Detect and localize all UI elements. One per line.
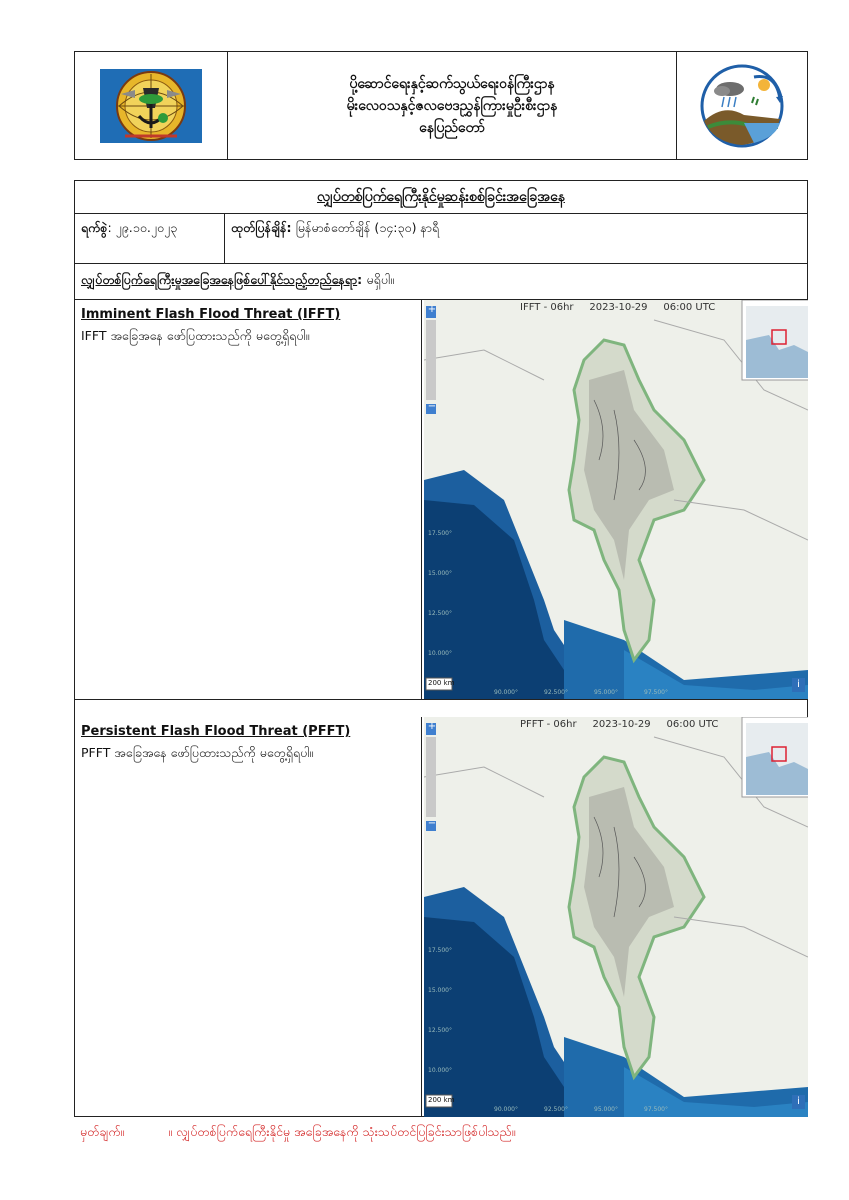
threat-location-row: လျှပ်တစ်ပြက်ရေကြီးမှုအခြေအနေဖြစ်ပေါ်နိုင်သည့်တည်နေရာ: မရှိပါ။: [75, 264, 807, 300]
issue-time-cell: ထုတ်ပြန်ချိန်: မြန်မာစံတော်ချိန် (၁၄:၃၀) နာရီ: [231, 220, 440, 235]
ifft-text: IFFT အခြေအနေ ဖော်ပြထားသည်ကို မတွေ့ရှိရပါ။: [81, 328, 310, 343]
scale-bar: 200 km: [428, 1096, 455, 1104]
pfft-heading: Persistent Flash Flood Threat (PFFT): [81, 724, 351, 739]
ifft-map[interactable]: [424, 300, 808, 699]
water-cycle-logo: [694, 63, 790, 149]
ministry-name: ပို့ဆောင်ရေးနှင့်ဆက်သွယ်ရေးဝန်ကြီးဌာန: [349, 75, 555, 92]
threat-location-value: မရှိပါ။: [366, 272, 394, 287]
lon-label: 90.000°: [494, 1106, 518, 1113]
zoom-in-button[interactable]: +: [427, 304, 437, 315]
issue-time-label: ထုတ်ပြန်ချိန်: [231, 220, 287, 235]
report-title-row: [75, 181, 807, 214]
footnote: [80, 1124, 515, 1143]
date-label: ရက်စွဲ: [81, 220, 108, 235]
issue-time-value: မြန်မာစံတော်ချိန် (၁၄:၃၀) နာရီ: [295, 220, 440, 235]
zoom-in-button[interactable]: +: [427, 721, 437, 732]
pfft-text: PFFT အခြေအနေ ဖော်ပြထားသည်ကို မတွေ့ရှိရပါ။: [81, 745, 314, 760]
lon-label: 90.000°: [494, 689, 518, 696]
lat-label: 10.000°: [428, 650, 452, 657]
city-name: နေပြည်တော်: [419, 119, 485, 136]
zoom-out-button[interactable]: −: [427, 401, 437, 412]
info-button[interactable]: i: [797, 679, 800, 690]
pfft-map[interactable]: [424, 717, 808, 1117]
lon-label: 92.500°: [544, 689, 568, 696]
report-table: [74, 180, 808, 1117]
report-title: လျှပ်တစ်ပြက်ရေကြီးနိုင်မှုဆန်းစစ်ခြင်းအခြေအနေ: [317, 189, 565, 205]
pfft-description: [75, 717, 422, 1117]
lat-label: 15.000°: [428, 987, 452, 994]
lon-label: 97.500°: [644, 689, 668, 696]
ifft-map-canvas: [424, 300, 808, 699]
ifft-map-title: IFFT - 06hr 2023-10-29 06:00 UTC: [520, 302, 716, 313]
lon-label: 95.000°: [594, 1106, 618, 1113]
date-cell: ရက်စွဲ: ၂၉.၁၀.၂၀၂၃: [75, 214, 225, 263]
lon-label: 97.500°: [644, 1106, 668, 1113]
footnote-label: မှတ်ချက်။: [80, 1124, 125, 1139]
letterhead: [74, 51, 808, 160]
lat-label: 17.500°: [428, 947, 452, 954]
letterhead-title: [228, 52, 676, 159]
lon-label: 95.000°: [594, 689, 618, 696]
lon-label: 92.500°: [544, 1106, 568, 1113]
lat-label: 10.000°: [428, 1067, 452, 1074]
zoom-out-button[interactable]: −: [427, 818, 437, 829]
ifft-heading: Imminent Flash Flood Threat (IFFT): [81, 307, 341, 322]
ministry-emblem-logo: [99, 68, 203, 144]
lat-label: 17.500°: [428, 530, 452, 537]
department-name: မိုးလေဝသနှင့်ဇလဗေဒညွှန်ကြားမှုဦးစီးဌာန: [346, 97, 558, 114]
threat-location-label: လျှပ်တစ်ပြက်ရေကြီးမှုအခြေအနေဖြစ်ပေါ်နိုင်သည့်တည်နေရာ: [81, 272, 358, 287]
lat-label: 12.500°: [428, 610, 452, 617]
footnote-text: ။ လျှပ်တစ်ပြက်ရေကြီးနိုင်မှု အခြေအနေကို သုံးသပ်တင်ပြခြင်းသာဖြစ်ပါသည်။: [168, 1124, 516, 1139]
pfft-row: [75, 717, 807, 1117]
date-value: ၂၉.၁၀.၂၀၂၃: [115, 220, 178, 235]
ministry-logo-cell: [75, 52, 228, 159]
ifft-description: [75, 300, 422, 699]
lat-label: 15.000°: [428, 570, 452, 577]
pfft-map-canvas: [424, 717, 808, 1117]
date-issue-row: [75, 214, 807, 264]
lat-label: 12.500°: [428, 1027, 452, 1034]
info-button[interactable]: i: [797, 1096, 800, 1107]
pfft-map-title: PFFT - 06hr 2023-10-29 06:00 UTC: [520, 719, 719, 730]
ifft-row: [75, 300, 807, 700]
scale-bar: 200 km: [428, 679, 455, 687]
hydrology-logo-cell: [676, 52, 807, 159]
